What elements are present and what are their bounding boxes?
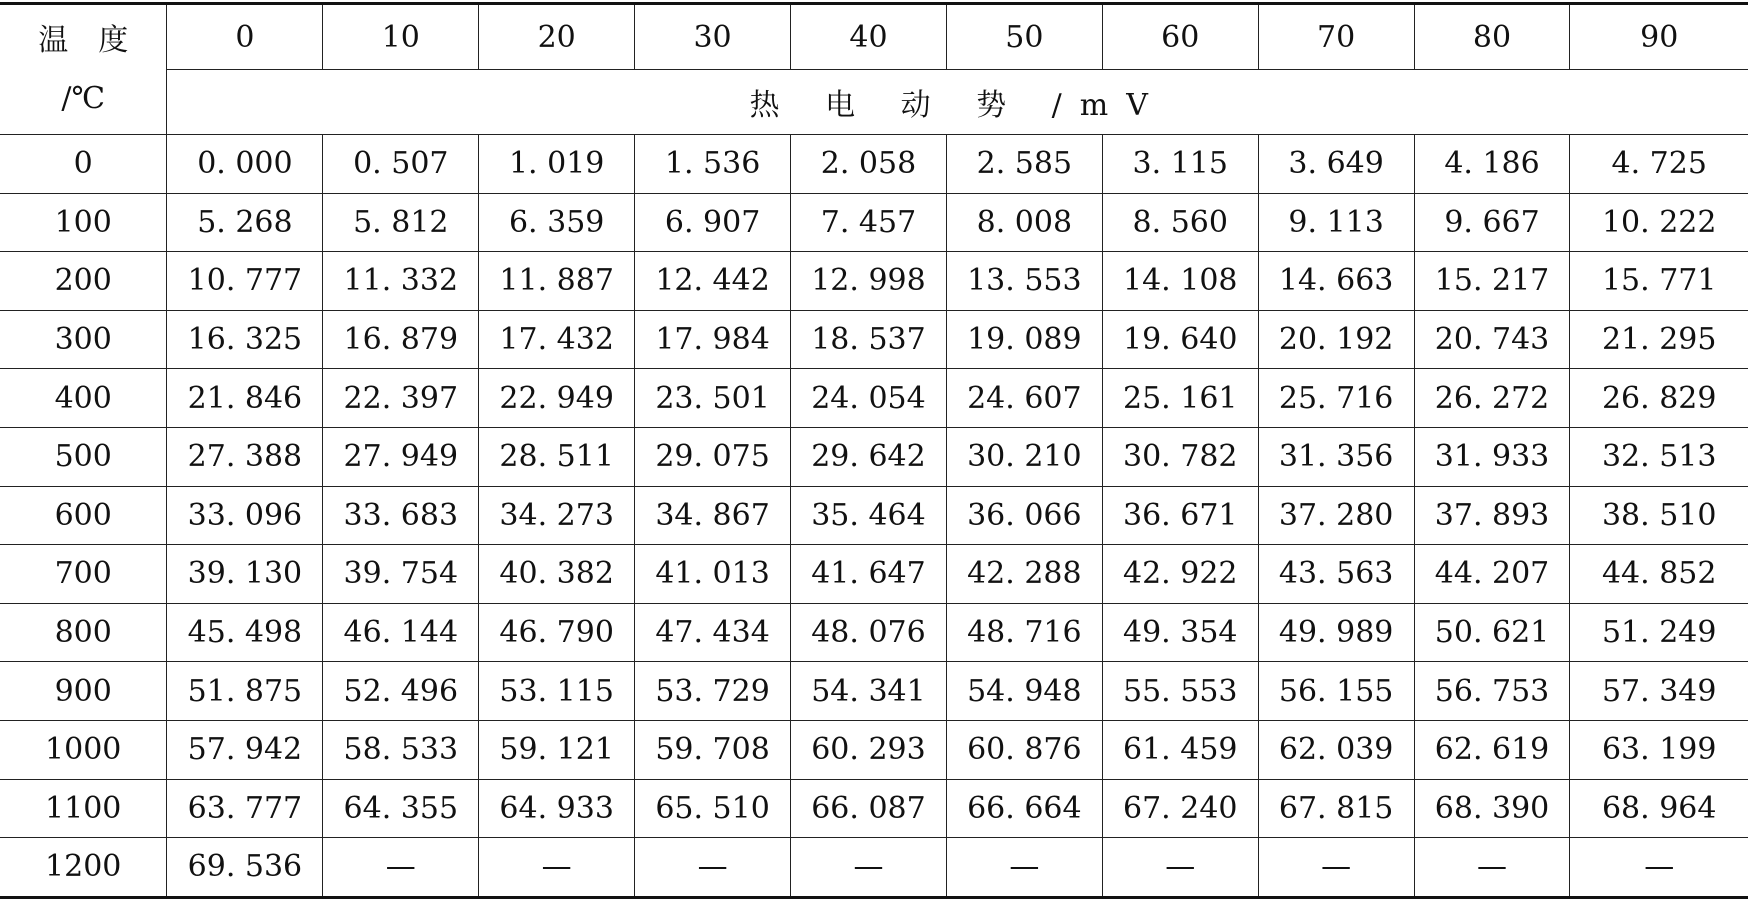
emf-value-cell: 46. 144	[323, 603, 479, 662]
emf-value-cell: 67. 240	[1102, 779, 1258, 838]
column-header: 20	[479, 4, 635, 70]
emf-value-cell: 20. 743	[1414, 310, 1570, 369]
emf-value-cell: 42. 288	[946, 545, 1102, 604]
row-temperature-cell: 400	[0, 369, 167, 428]
row-temperature-cell: 500	[0, 427, 167, 486]
emf-value-cell: 15. 771	[1570, 252, 1748, 311]
emf-value-cell: 62. 039	[1258, 720, 1414, 779]
emf-value-cell: 17. 432	[479, 310, 635, 369]
emf-value-cell: 25. 716	[1258, 369, 1414, 428]
emf-value-cell: 68. 964	[1570, 779, 1748, 838]
column-header: 60	[1102, 4, 1258, 70]
emf-value-cell: 31. 933	[1414, 427, 1570, 486]
emf-value-cell: 47. 434	[635, 603, 791, 662]
emf-value-cell: 68. 390	[1414, 779, 1570, 838]
emf-value-cell: 56. 155	[1258, 662, 1414, 721]
emf-value-cell: —	[479, 838, 635, 898]
emf-value-cell: 34. 867	[635, 486, 791, 545]
row-temperature-cell: 800	[0, 603, 167, 662]
emf-value-cell: 27. 949	[323, 427, 479, 486]
row-temperature-cell: 200	[0, 252, 167, 311]
emf-value-cell: 18. 537	[791, 310, 947, 369]
row-temperature-cell: 600	[0, 486, 167, 545]
emf-value-cell: 24. 607	[946, 369, 1102, 428]
emf-value-cell: 30. 782	[1102, 427, 1258, 486]
column-header: 10	[323, 4, 479, 70]
row-header-unit: /℃	[61, 80, 106, 116]
emf-value-cell: —	[1102, 838, 1258, 898]
emf-value-cell: 66. 664	[946, 779, 1102, 838]
emf-value-cell: 20. 192	[1258, 310, 1414, 369]
emf-value-cell: 31. 356	[1258, 427, 1414, 486]
emf-value-cell: 41. 013	[635, 545, 791, 604]
table-row	[0, 252, 1748, 311]
emf-value-cell: 43. 563	[1258, 545, 1414, 604]
table-row	[0, 369, 1748, 428]
column-header: 70	[1258, 4, 1414, 70]
emf-value-cell: 64. 355	[323, 779, 479, 838]
emf-value-cell: 44. 852	[1570, 545, 1748, 604]
emf-value-cell: 0. 507	[323, 135, 479, 194]
table-row	[0, 486, 1748, 545]
emf-value-cell: 22. 949	[479, 369, 635, 428]
row-temperature-cell: 700	[0, 545, 167, 604]
row-header-title: 温 度	[38, 22, 129, 58]
emf-value-cell: 65. 510	[635, 779, 791, 838]
emf-value-cell: 49. 989	[1258, 603, 1414, 662]
emf-value-cell: 0. 000	[167, 135, 323, 194]
column-header: 40	[791, 4, 947, 70]
emf-value-cell: 13. 553	[946, 252, 1102, 311]
emf-value-cell: 40. 382	[479, 545, 635, 604]
emf-value-cell: 12. 442	[635, 252, 791, 311]
emf-value-cell: 32. 513	[1570, 427, 1748, 486]
emf-value-cell: 50. 621	[1414, 603, 1570, 662]
row-header-cell	[0, 4, 167, 135]
emf-value-cell: 5. 812	[323, 193, 479, 252]
emf-value-cell: 57. 942	[167, 720, 323, 779]
emf-value-cell: 25. 161	[1102, 369, 1258, 428]
emf-value-cell: 60. 876	[946, 720, 1102, 779]
emf-value-cell: 42. 922	[1102, 545, 1258, 604]
emf-value-cell: 37. 280	[1258, 486, 1414, 545]
emf-value-cell: 69. 536	[167, 838, 323, 898]
emf-value-cell: 33. 683	[323, 486, 479, 545]
emf-unit-label: 热 电 动 势 /mV	[167, 70, 1748, 135]
emf-value-cell: 9. 667	[1414, 193, 1570, 252]
emf-value-cell: 45. 498	[167, 603, 323, 662]
emf-value-cell: 4. 725	[1570, 135, 1748, 194]
emf-value-cell: 44. 207	[1414, 545, 1570, 604]
emf-value-cell: 28. 511	[479, 427, 635, 486]
emf-value-cell: 21. 846	[167, 369, 323, 428]
emf-value-cell: —	[1414, 838, 1570, 898]
table-row	[0, 545, 1748, 604]
emf-value-cell: 19. 089	[946, 310, 1102, 369]
emf-value-cell: 5. 268	[167, 193, 323, 252]
emf-value-cell: 26. 272	[1414, 369, 1570, 428]
emf-value-cell: —	[946, 838, 1102, 898]
emf-value-cell: 14. 108	[1102, 252, 1258, 311]
emf-value-cell: —	[1258, 838, 1414, 898]
emf-value-cell: 39. 130	[167, 545, 323, 604]
emf-value-cell: 57. 349	[1570, 662, 1748, 721]
emf-value-cell: 30. 210	[946, 427, 1102, 486]
row-temperature-cell: 300	[0, 310, 167, 369]
table-row	[0, 662, 1748, 721]
emf-value-cell: 56. 753	[1414, 662, 1570, 721]
thermocouple-emf-table	[0, 2, 1748, 899]
emf-value-cell: 41. 647	[791, 545, 947, 604]
emf-value-cell: 2. 058	[791, 135, 947, 194]
row-temperature-cell: 1100	[0, 779, 167, 838]
table-row	[0, 310, 1748, 369]
table-row	[0, 603, 1748, 662]
emf-value-cell: 46. 790	[479, 603, 635, 662]
emf-value-cell: 33. 096	[167, 486, 323, 545]
emf-value-cell: 52. 496	[323, 662, 479, 721]
column-header: 50	[946, 4, 1102, 70]
emf-value-cell: 51. 875	[167, 662, 323, 721]
emf-value-cell: 6. 359	[479, 193, 635, 252]
emf-value-cell: 11. 887	[479, 252, 635, 311]
emf-value-cell: 2. 585	[946, 135, 1102, 194]
emf-value-cell: 64. 933	[479, 779, 635, 838]
emf-value-cell: —	[323, 838, 479, 898]
table-row	[0, 135, 1748, 194]
emf-value-cell: 1. 536	[635, 135, 791, 194]
emf-value-cell: 36. 066	[946, 486, 1102, 545]
row-temperature-cell: 1000	[0, 720, 167, 779]
emf-value-cell: —	[791, 838, 947, 898]
emf-value-cell: 3. 115	[1102, 135, 1258, 194]
emf-value-cell: 53. 729	[635, 662, 791, 721]
emf-value-cell: 60. 293	[791, 720, 947, 779]
emf-value-cell: 16. 879	[323, 310, 479, 369]
emf-value-cell: 59. 121	[479, 720, 635, 779]
column-header: 30	[635, 4, 791, 70]
table-row	[0, 779, 1748, 838]
emf-value-cell: 12. 998	[791, 252, 947, 311]
emf-value-cell: 8. 008	[946, 193, 1102, 252]
emf-value-cell: 22. 397	[323, 369, 479, 428]
row-temperature-cell: 1200	[0, 838, 167, 898]
emf-value-cell: 51. 249	[1570, 603, 1748, 662]
emf-value-cell: 1. 019	[479, 135, 635, 194]
emf-value-cell: 23. 501	[635, 369, 791, 428]
table-row	[0, 720, 1748, 779]
table-row	[0, 193, 1748, 252]
row-temperature-cell: 0	[0, 135, 167, 194]
emf-value-cell: 7. 457	[791, 193, 947, 252]
column-header: 90	[1570, 4, 1748, 70]
emf-value-cell: 66. 087	[791, 779, 947, 838]
row-temperature-cell: 900	[0, 662, 167, 721]
emf-value-cell: 21. 295	[1570, 310, 1748, 369]
emf-value-cell: 62. 619	[1414, 720, 1570, 779]
table-row	[0, 427, 1748, 486]
emf-value-cell: 37. 893	[1414, 486, 1570, 545]
emf-value-cell: 58. 533	[323, 720, 479, 779]
emf-value-cell: —	[635, 838, 791, 898]
emf-value-cell: 19. 640	[1102, 310, 1258, 369]
emf-value-cell: 53. 115	[479, 662, 635, 721]
emf-value-cell: 8. 560	[1102, 193, 1258, 252]
emf-value-cell: 61. 459	[1102, 720, 1258, 779]
emf-value-cell: 14. 663	[1258, 252, 1414, 311]
emf-value-cell: 54. 341	[791, 662, 947, 721]
emf-value-cell: 67. 815	[1258, 779, 1414, 838]
emf-value-cell: —	[1570, 838, 1748, 898]
emf-value-cell: 10. 777	[167, 252, 323, 311]
emf-value-cell: 24. 054	[791, 369, 947, 428]
column-header: 80	[1414, 4, 1570, 70]
emf-value-cell: 34. 273	[479, 486, 635, 545]
emf-value-cell: 10. 222	[1570, 193, 1748, 252]
unit-row	[0, 70, 1748, 135]
row-temperature-cell: 100	[0, 193, 167, 252]
emf-value-cell: 26. 829	[1570, 369, 1748, 428]
emf-value-cell: 29. 075	[635, 427, 791, 486]
thermocouple-table-container	[0, 2, 1748, 899]
emf-value-cell: 17. 984	[635, 310, 791, 369]
emf-value-cell: 35. 464	[791, 486, 947, 545]
emf-value-cell: 9. 113	[1258, 193, 1414, 252]
emf-value-cell: 38. 510	[1570, 486, 1748, 545]
emf-value-cell: 55. 553	[1102, 662, 1258, 721]
emf-value-cell: 49. 354	[1102, 603, 1258, 662]
column-header: 0	[167, 4, 323, 70]
emf-value-cell: 6. 907	[635, 193, 791, 252]
emf-value-cell: 48. 076	[791, 603, 947, 662]
emf-value-cell: 11. 332	[323, 252, 479, 311]
table-row	[0, 838, 1748, 898]
emf-value-cell: 39. 754	[323, 545, 479, 604]
emf-value-cell: 36. 671	[1102, 486, 1258, 545]
emf-value-cell: 63. 777	[167, 779, 323, 838]
emf-value-cell: 15. 217	[1414, 252, 1570, 311]
header-row	[0, 4, 1748, 70]
emf-value-cell: 4. 186	[1414, 135, 1570, 194]
emf-value-cell: 63. 199	[1570, 720, 1748, 779]
emf-value-cell: 29. 642	[791, 427, 947, 486]
emf-value-cell: 48. 716	[946, 603, 1102, 662]
emf-value-cell: 59. 708	[635, 720, 791, 779]
emf-value-cell: 3. 649	[1258, 135, 1414, 194]
emf-value-cell: 16. 325	[167, 310, 323, 369]
emf-value-cell: 54. 948	[946, 662, 1102, 721]
emf-value-cell: 27. 388	[167, 427, 323, 486]
